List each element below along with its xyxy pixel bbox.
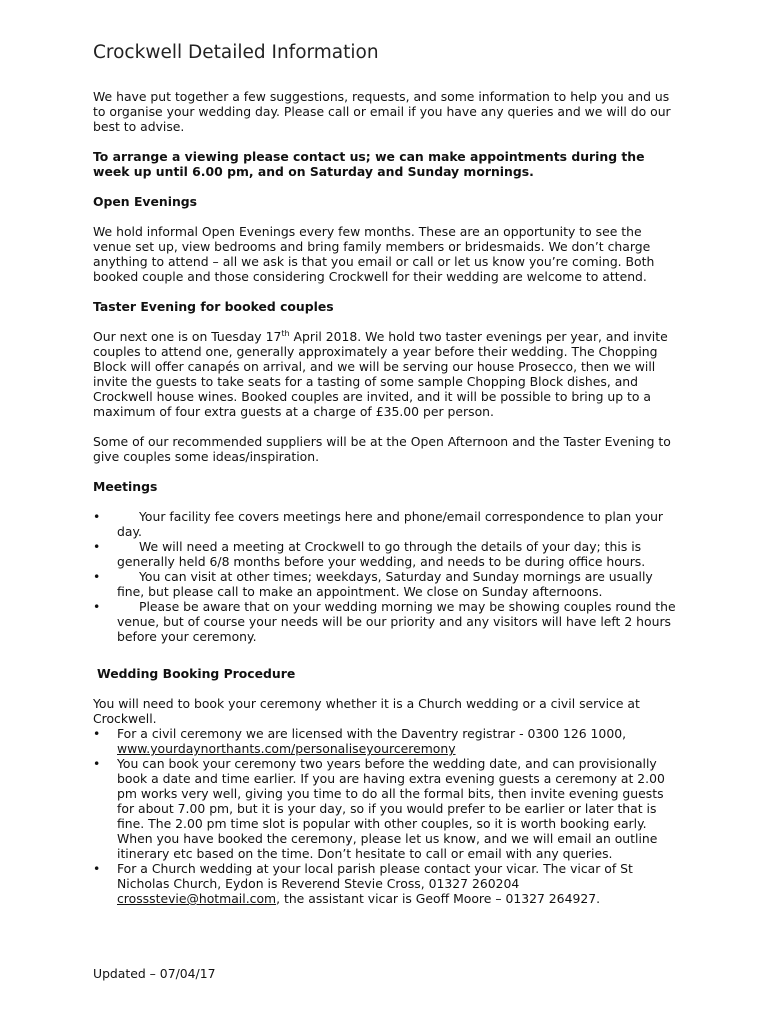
- intro-paragraph: We have put together a few suggestions, requests, and some information to help you and us to organise your wedding day. Please call or email if you have any queries and we will do our best to advise.: [93, 89, 671, 134]
- bullet-icon: •: [93, 539, 101, 554]
- bullet-icon: •: [93, 756, 101, 771]
- bullet-icon: •: [93, 569, 101, 584]
- taster-heading: Taster Evening for booked couples: [93, 299, 334, 314]
- list-item-text: You can visit at other times; weekdays, Saturday and Sunday mornings are usually fine, but please call to make an appointment. We close on Sunday afternoons.: [117, 569, 653, 599]
- taster-text-a: Our next one is on Tuesday 17: [93, 329, 282, 344]
- bullet-icon: •: [93, 861, 101, 876]
- meetings-heading: Meetings: [93, 479, 158, 494]
- list-item: [93, 861, 683, 906]
- taster-text: [93, 329, 683, 419]
- open-evenings-text: We hold informal Open Evenings every few months. These are an opportunity to see the venue set up, view bedrooms and bring family members or bridesmaids. We don’t charge anything to attend – all we ask is that you email or call or let us know you’re coming. Both booked couple and those considering Crockwell for their wedding are welcome to attend.: [93, 224, 655, 284]
- page-title: Crockwell Detailed Information: [93, 42, 379, 63]
- bullet-icon: •: [93, 599, 101, 614]
- taster-text-b: April 2018. We hold two taster evenings per year, and invite couples to attend one, generally approximately a year before their wedding. The Chopping Block will offer canapés on arrival, and we will be serving our house Prosecco, then we will invite the guests to take seats for a tasting of some sample Chopping Block dishes, and Crockwell house wines. Booked couples are invited, and it will be possible to bring up to a maximum of four extra guests at a charge of £35.00 per person.: [93, 329, 668, 419]
- list-item-text: We will need a meeting at Crockwell to go through the details of your day; this is generally held 6/8 months before your wedding, and needs to be during office hours.: [117, 539, 646, 569]
- open-evenings-heading: Open Evenings: [93, 194, 198, 209]
- registrar-link[interactable]: www.yourdaynorthants.com/personaliseyourceremony: [117, 741, 456, 756]
- document-page: [93, 40, 683, 921]
- list-item: [93, 756, 683, 861]
- list-item: [93, 569, 683, 599]
- booking-intro: You will need to book your ceremony whether it is a Church wedding or a civil service at Crockwell.: [93, 696, 640, 726]
- taster-sup: th: [281, 328, 290, 338]
- bullet-icon: •: [93, 726, 101, 741]
- list-item-text: Your facility fee covers meetings here and phone/email correspondence to plan your day.: [117, 509, 664, 539]
- church-text: For a Church wedding at your local parish please contact your vicar. The vicar of St Nicholas Church, Eydon is Reverend Stevie Cross, 01327 260204: [117, 861, 633, 891]
- viewing-notice: To arrange a viewing please contact us; we can make appointments during the week up until 6.00 pm, and on Saturday and Sunday mornings.: [93, 149, 645, 179]
- meetings-list: [93, 509, 683, 644]
- list-item: [93, 599, 683, 644]
- booking-heading: Wedding Booking Procedure: [97, 666, 296, 681]
- vicar-email-link[interactable]: crossstevie@hotmail.com: [117, 891, 277, 906]
- list-item: [93, 726, 683, 756]
- book-two-years-text: You can book your ceremony two years before the wedding date, and can provisionally book a date and time earlier. If you are having extra evening guests a ceremony at 2.00 pm works very well, giving you time to do all the formal bits, then invite evening guests for about 7.00 pm, but it is your day, so if you would prefer to be earlier or later that is fine. The 2.00 pm time slot is popular with other couples, so it is worth booking early. When you have booked the ceremony, please let us know, and we will email an outline itinerary etc based on the time. Don’t hesitate to call or email with any queries.: [117, 756, 665, 861]
- footer-updated: Updated – 07/04/17: [93, 966, 216, 981]
- booking-list: [93, 726, 683, 906]
- church-tail-text: , the assistant vicar is Geoff Moore – 01327 264927.: [276, 891, 601, 906]
- suppliers-text: Some of our recommended suppliers will be at the Open Afternoon and the Taster Evening to give couples some ideas/inspiration.: [93, 434, 671, 464]
- civil-text: For a civil ceremony we are licensed with the Daventry registrar - 0300 126 1000,: [117, 726, 627, 741]
- list-item: [93, 539, 683, 569]
- list-item: [93, 509, 683, 539]
- list-item-text: Please be aware that on your wedding morning we may be showing couples round the venue, but of course your needs will be our priority and any visitors will have left 2 hours before your ceremony.: [117, 599, 676, 644]
- bullet-icon: •: [93, 509, 101, 524]
